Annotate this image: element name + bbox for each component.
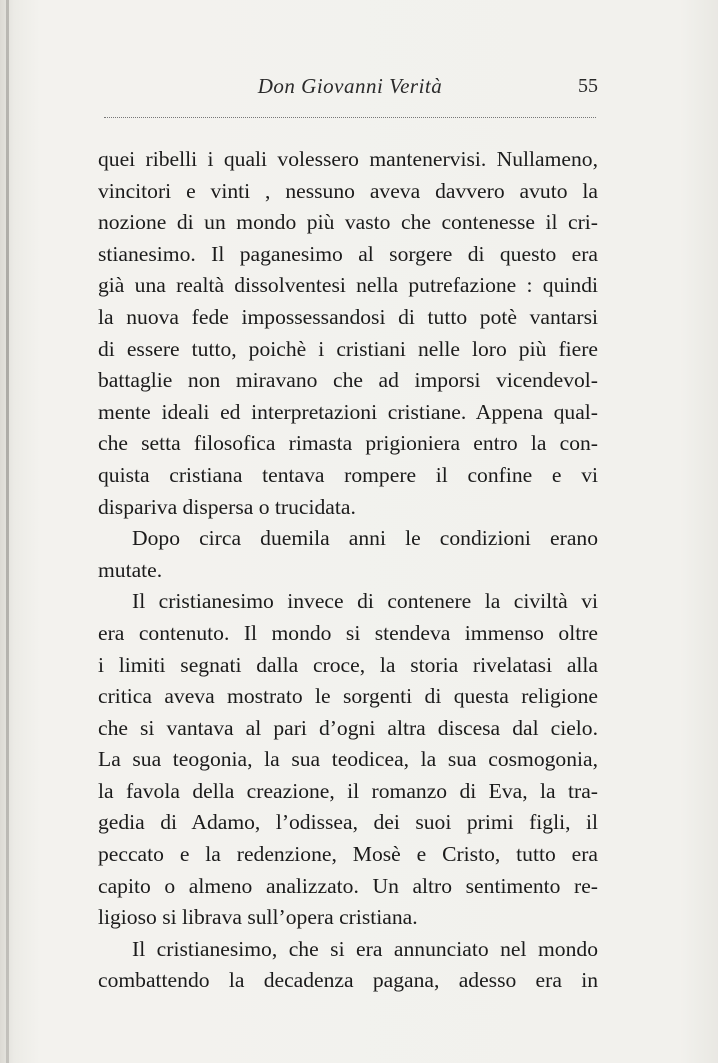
text-line: che si vantava al pari d’ogni altra discesa dal cielo. (98, 715, 598, 740)
text-line: mente ideali ed interpretazioni cristiane. Appena qual- (98, 399, 598, 424)
text-line: di essere tutto, poichè i cristiani nelle loro più fiere (98, 336, 598, 361)
text-line: ligioso si librava sull’opera cristiana. (98, 905, 418, 930)
text-line: critica aveva mostrato le sorgenti di questa religione (98, 684, 598, 709)
running-title: Don Giovanni Verità (257, 74, 443, 98)
header-rule (104, 117, 596, 118)
text-line: la favola della creazione, il romanzo di Eva, la tra- (98, 778, 598, 803)
text-line: era contenuto. Il mondo si stendeva immenso oltre (98, 620, 598, 645)
paragraph-first-line: Dopo circa duemila anni le condizioni erano (132, 526, 598, 551)
text-line: gedia di Adamo, l’odissea, dei suoi primi figli, il (98, 810, 598, 835)
text-line: stianesimo. Il paganesimo al sorgere di questo era (98, 241, 598, 266)
text-line: mutate. (98, 557, 163, 582)
text-line: dispariva dispersa o trucidata. (98, 494, 356, 519)
text-line: quei ribelli i quali volessero mantenervisi. Nullameno, (98, 147, 598, 171)
text-line: i limiti segnati dalla croce, la storia rivelatasi alla (98, 652, 598, 677)
text-line: quista cristiana tentava rompere il confine e vi (98, 462, 598, 487)
text-line: che setta filosofica rimasta prigioniera entro la con- (98, 431, 598, 456)
text-line: nozione di un mondo più vasto che contenesse il cri- (98, 210, 598, 235)
binding-edge (6, 0, 9, 1063)
page-header (100, 74, 600, 104)
text-line: combattendo la decadenza pagana, adesso era in (98, 968, 598, 993)
paragraph-first-line: Il cristianesimo invece di contenere la civiltà vi (132, 589, 598, 614)
body-text (98, 144, 598, 997)
text-line: capito o almeno analizzato. Un altro sentimento re- (98, 873, 598, 898)
text-line: la nuova fede impossessandosi di tutto potè vantarsi (98, 304, 598, 329)
text-line: già una realtà dissolventesi nella putrefazione : quindi (98, 273, 598, 298)
text-line: battaglie non miravano che ad imporsi vicendevol- (98, 368, 598, 393)
page-number: 55 (578, 75, 598, 97)
text-line: vincitori e vinti , nessuno aveva davvero avuto la (98, 178, 598, 203)
text-line: La sua teogonia, la sua teodicea, la sua cosmogonia, (98, 747, 598, 772)
paragraph-first-line: Il cristianesimo, che si era annunciato nel mondo (132, 936, 598, 961)
text-line: peccato e la redenzione, Mosè e Cristo, tutto era (98, 842, 598, 867)
